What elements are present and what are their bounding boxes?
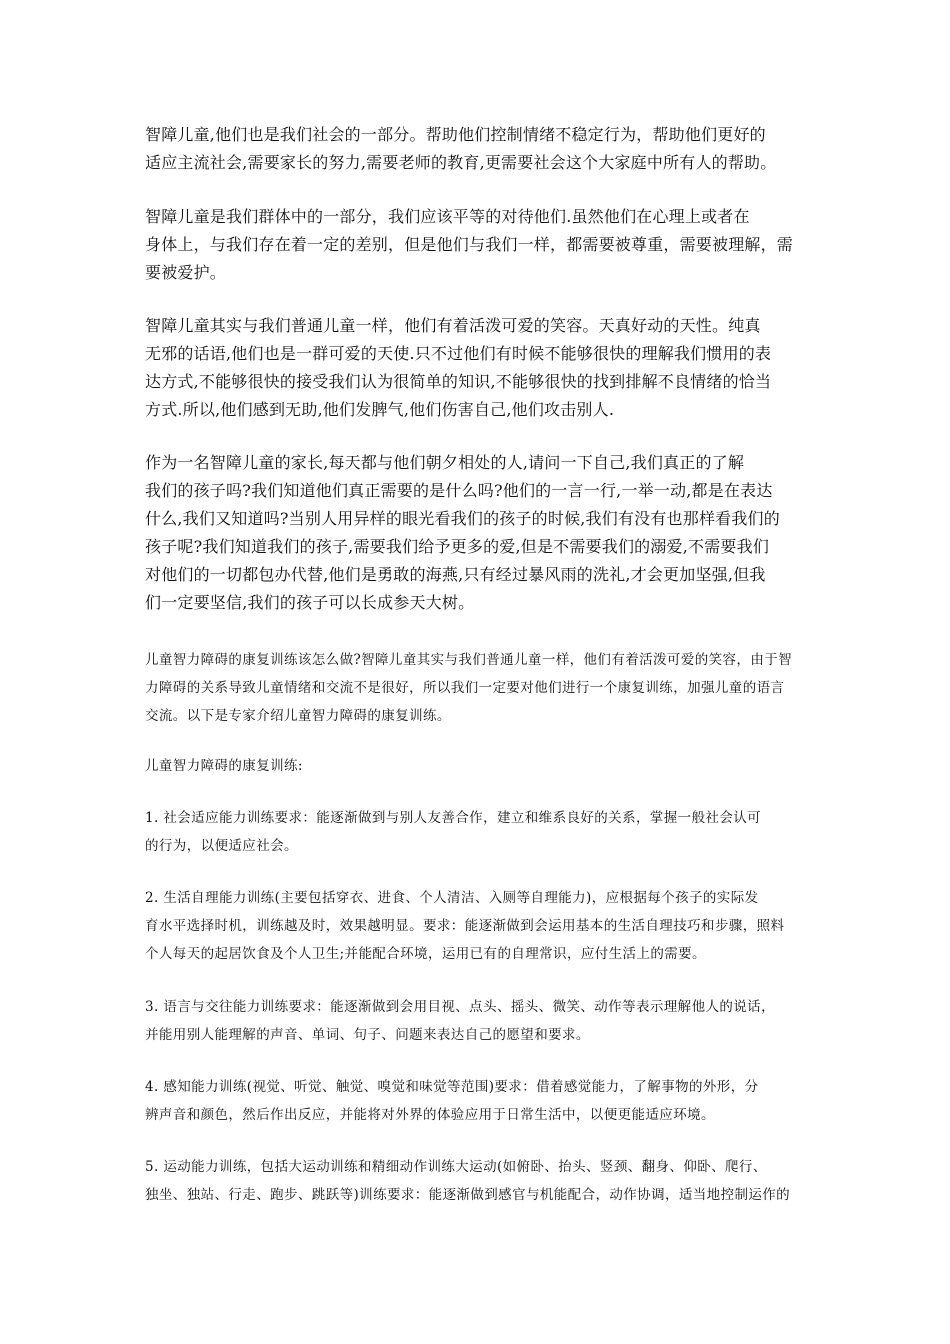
list-item-3	[145, 993, 815, 1049]
text-line: 独坐、独站、行走、跑步、跳跃等)训练要求：能逐渐做到感官与机能配合，动作协调，适当地控制运作的	[145, 1187, 791, 1203]
text-line: 儿童智力障碍的康复训练该怎么做?智障儿童其实与我们普通儿童一样，他们有着活泼可爱的笑容，由于智	[145, 652, 793, 668]
text-line: 们一定要坚信,我们的孩子可以长成参天大树。	[145, 593, 475, 612]
text-line: 孩子呢?我们知道我们的孩子,需要我们给予更多的爱,但是不需要我们的溺爱,不需要我们	[145, 537, 770, 556]
text-line: 2. 生活自理能力训练(主要包括穿衣、进食、个人清洁、入厕等自理能力)，应根据每个孩子的实际发	[145, 890, 759, 906]
text-line: 交流。以下是专家介绍儿童智力障碍的康复训练。	[145, 708, 451, 724]
text-line: 适应主流社会,需要家长的努力,需要老师的教育,更需要社会这个大家庭中所有人的帮助。	[145, 153, 777, 172]
list-item-1	[145, 804, 815, 860]
text-line: 达方式,不能够很快的接受我们认为很简单的知识,不能够很快的找到排解不良情绪的恰当	[145, 372, 772, 391]
text-line: 什么,我们又知道吗?当别人用异样的眼光看我们的孩子的时候,我们有没有也那样看我们的	[145, 509, 780, 528]
text-line: 3. 语言与交往能力训练要求：能逐渐做到会用目视、点头、摇头、微笑、动作等表示理解他人的说话，	[145, 999, 775, 1015]
text-line: 辨声音和颜色，然后作出反应，并能将对外界的体验应用于日常生活中，以便更能适应环境。	[145, 1107, 715, 1123]
text-line: 智障儿童是我们群体中的一部分，我们应该平等的对待他们.虽然他们在心理上或者在	[145, 207, 750, 226]
text-line: 对他们的一切都包办代替,他们是勇敢的海燕,只有经过暴风雨的洗礼,才会更加坚强,但我	[145, 565, 766, 584]
text-line: 我们的孩子吗?我们知道他们真正需要的是什么吗?他们的一言一行,一举一动,都是在表达	[145, 481, 773, 500]
list-item-2	[145, 884, 815, 968]
text-line: 要被爱护。	[145, 263, 227, 282]
text-line: 4. 感知能力训练(视觉、听觉、触觉、嗅觉和味觉等范围)要求：借着感觉能力，了解事物的外形，分	[145, 1079, 759, 1095]
list-item-4	[145, 1073, 815, 1129]
paragraph-intro	[145, 121, 815, 177]
list-item-5	[145, 1153, 815, 1209]
text-line: 并能用别人能理解的声音、单词、句子、问题来表达自己的愿望和要求。	[145, 1027, 590, 1043]
text-line: 的行为，以便适应社会。	[145, 838, 298, 854]
paragraph-parent	[145, 449, 815, 617]
text-line: 方式.所以,他们感到无助,他们发脾气,他们伤害自己,他们攻击别人.	[145, 400, 615, 419]
text-line: 儿童智力障碍的康复训练:	[145, 758, 303, 774]
text-line: 无邪的话语,他们也是一群可爱的天使.只不过他们有时候不能够很快的理解我们惯用的表	[145, 344, 772, 363]
text-line: 个人每天的起居饮食及个人卫生;并能配合环境，运用已有的自理常识，应付生活上的需要。	[145, 946, 706, 962]
text-line: 作为一名智障儿童的家长,每天都与他们朝夕相处的人,请问一下自己,我们真正的了解	[145, 453, 745, 472]
section-heading	[145, 752, 815, 780]
text-line: 智障儿童,他们也是我们社会的一部分。帮助他们控制情绪不稳定行为，帮助他们更好的	[145, 125, 766, 144]
paragraph-how	[145, 646, 815, 730]
paragraph-group	[145, 203, 815, 287]
text-line: 身体上，与我们存在着一定的差别，但是他们与我们一样，都需要被尊重，需要被理解，需	[145, 235, 794, 254]
text-line: 育水平选择时机，训练越及时，效果越明显。要求：能逐渐做到会运用基本的生活自理技巧和步骤，照料	[145, 918, 785, 934]
text-line: 力障碍的关系导致儿童情绪和交流不是很好，所以我们一定要对他们进行一个康复训练，加强儿童的语言	[145, 680, 785, 696]
text-line: 5. 运动能力训练，包括大运动训练和精细动作训练大运动(如俯卧、抬头、竖颈、翻身、仰卧、爬行、	[145, 1159, 767, 1175]
text-line: 1. 社会适应能力训练要求：能逐渐做到与别人友善合作，建立和维系良好的关系，掌握一般社会认可	[145, 810, 762, 826]
paragraph-same	[145, 312, 815, 424]
text-line: 智障儿童其实与我们普通儿童一样，他们有着活泼可爱的笑容。天真好动的天性。纯真	[145, 316, 761, 335]
